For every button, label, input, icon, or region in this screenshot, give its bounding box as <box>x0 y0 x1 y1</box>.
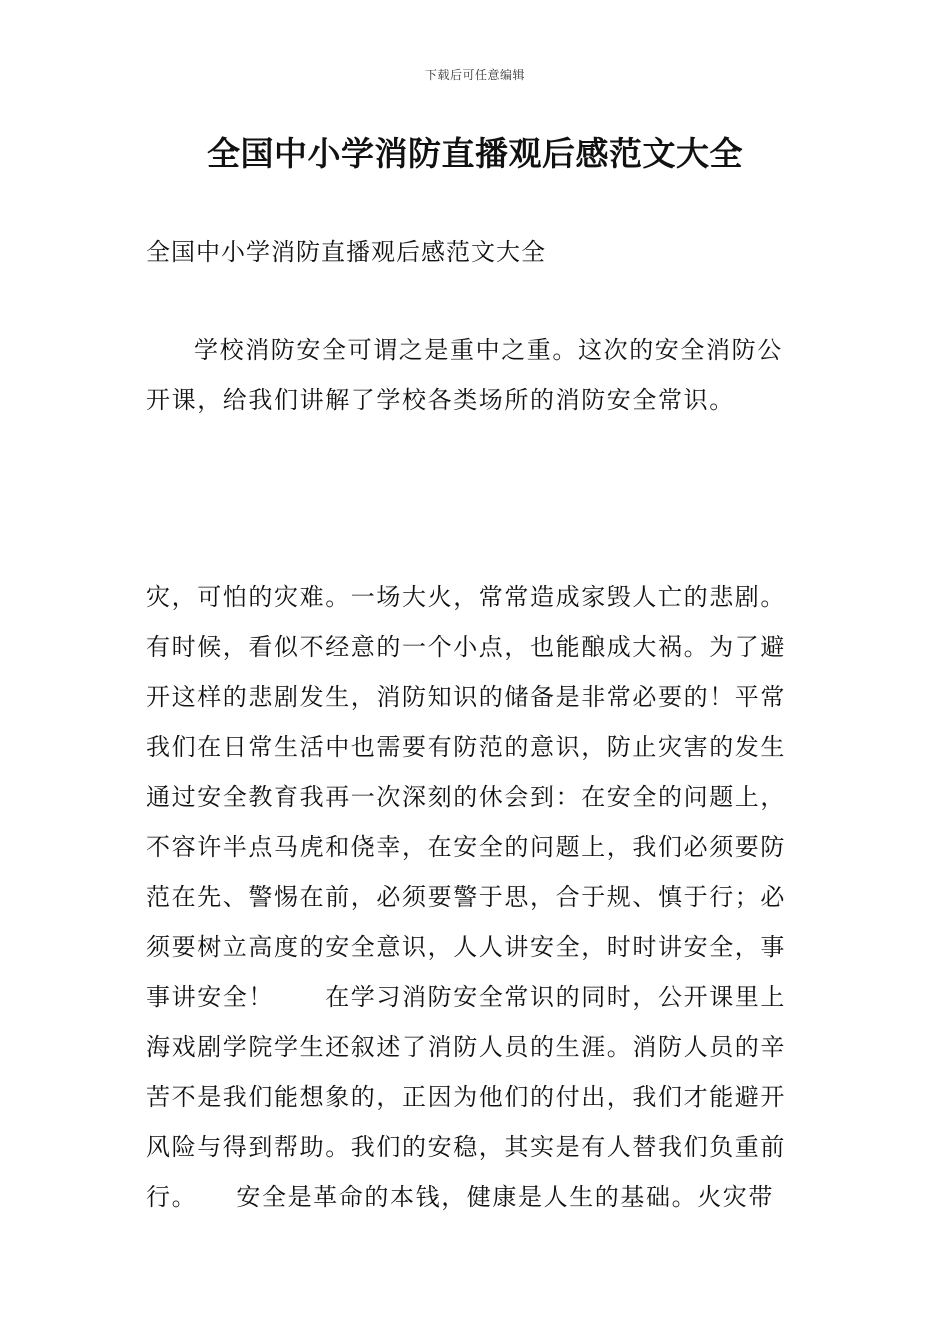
paragraph-line: 行。 安全是革命的本钱，健康是人生的基础。火灾带 <box>146 1183 774 1211</box>
paragraph-line: 有时候，看似不经意的一个小点，也能酿成大祸。为了避 <box>146 633 786 661</box>
paragraph-body <box>146 572 810 1222</box>
paragraph-line: 海戏剧学院学生还叙述了消防人员的生涯。消防人员的辛 <box>146 1033 786 1061</box>
paragraph-line: 范在先、警惕在前，必须要警于思，合于规、慎于行；必 <box>146 883 786 911</box>
paragraph-line: 不容许半点马虎和侥幸，在安全的问题上，我们必须要防 <box>146 833 786 861</box>
paragraph-line: 风险与得到帮助。我们的安稳，其实是有人替我们负重前 <box>146 1133 786 1161</box>
paragraph-line: 苦不是我们能想象的，正因为他们的付出，我们才能避开 <box>146 1083 786 1111</box>
paragraph-line: 须要树立高度的安全意识，人人讲安全，时时讲安全，事 <box>146 933 786 961</box>
paragraph-line: 我们在日常生活中也需要有防范的意识，防止灾害的发生 <box>146 733 786 761</box>
paragraph-line: 通过安全教育我再一次深刻的休会到：在安全的问题上， <box>146 783 786 811</box>
header-note: 下载后可任意编辑 <box>424 68 525 82</box>
paragraph-line: 开课，给我们讲解了学校各类场所的消防安全常识。 <box>146 386 735 414</box>
paragraph-line: 学校消防安全可谓之是重中之重。这次的安全消防公 <box>194 336 783 364</box>
paragraph-intro <box>146 325 810 425</box>
document-title: 全国中小学消防直播观后感范文大全 <box>207 134 743 173</box>
paragraph-line: 开这样的悲剧发生，消防知识的储备是非常必要的！平常 <box>146 683 786 711</box>
paragraph-line: 事讲安全！ 在学习消防安全常识的同时，公开课里上 <box>146 983 786 1011</box>
document-subtitle: 全国中小学消防直播观后感范文大全 <box>146 238 546 266</box>
paragraph-line: 灾，可怕的灾难。一场大火，常常造成家毁人亡的悲剧。 <box>146 583 786 611</box>
